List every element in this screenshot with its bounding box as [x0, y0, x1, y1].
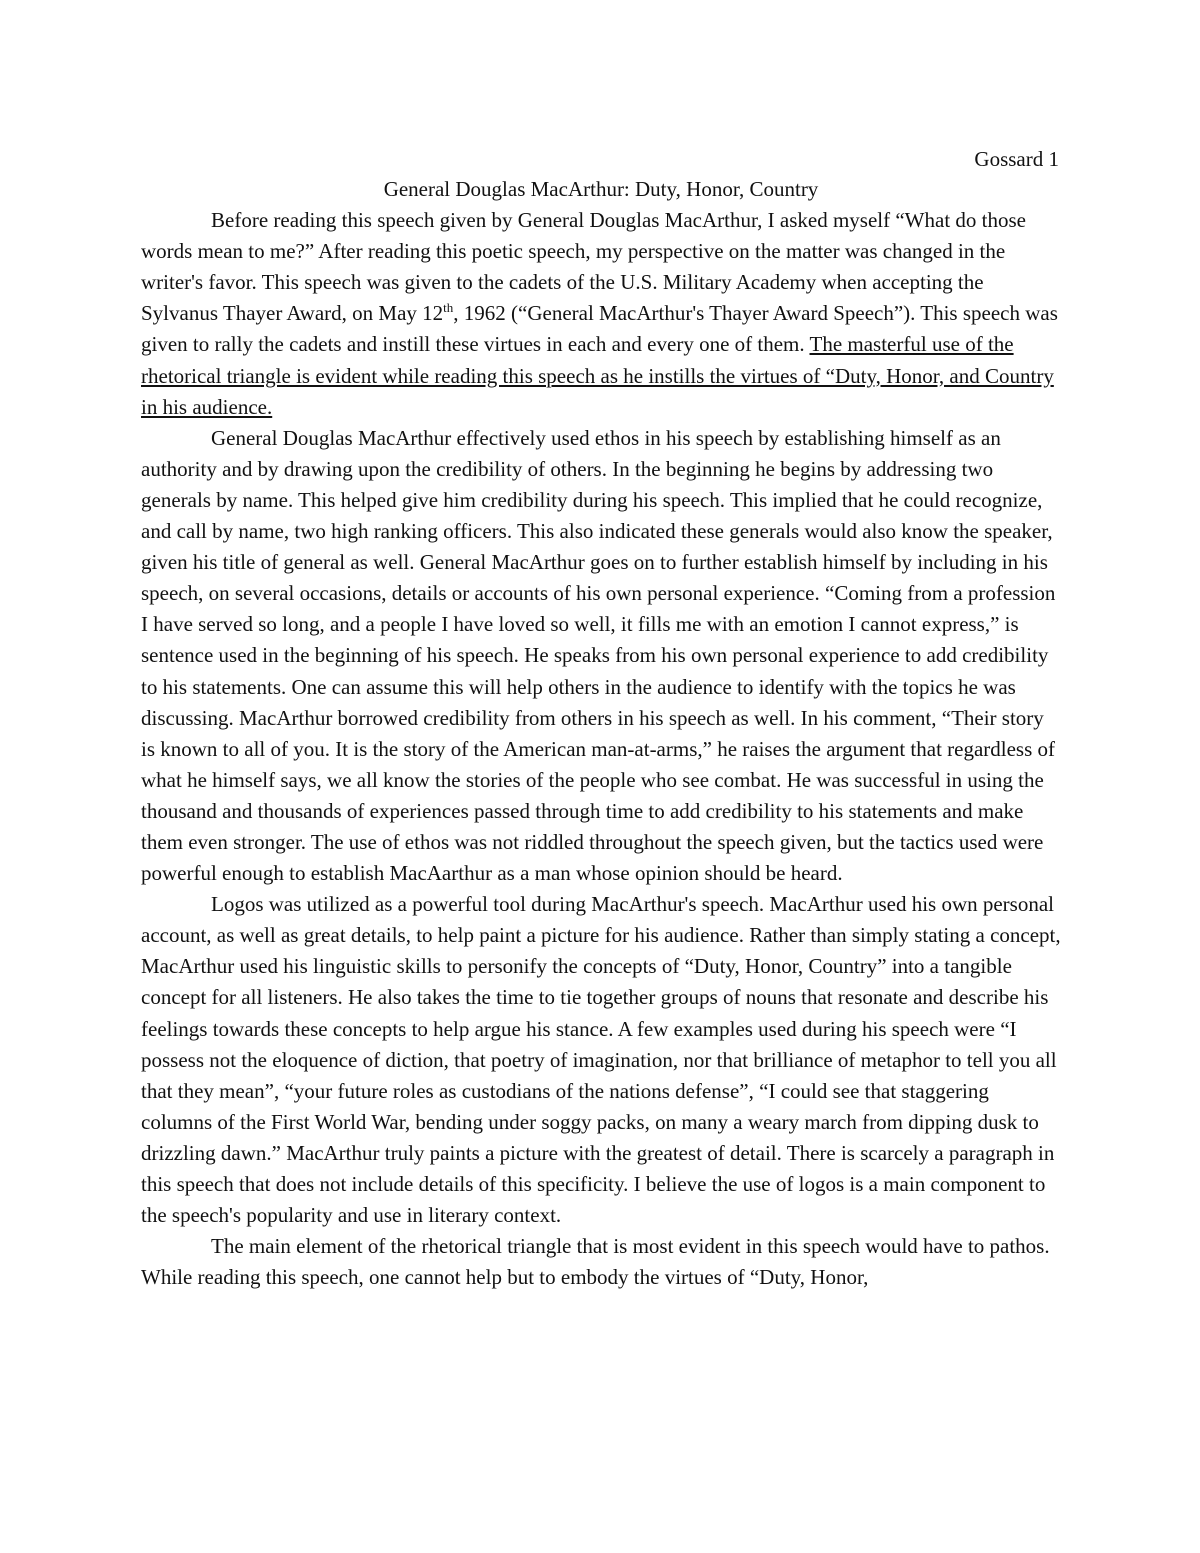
ordinal-superscript: th	[443, 300, 454, 316]
essay-title: General Douglas MacArthur: Duty, Honor, Country	[383, 177, 819, 201]
paragraph-intro-text-2: , 1962 (“General MacArthur's Thayer Award Speech”). This speech was given to rally the cadets and instill these virtues in each and every one of them.	[141, 301, 1058, 357]
running-head: Gossard 1	[974, 147, 1059, 171]
paragraph-intro-text-1: Before reading this speech given by General Douglas MacArthur, I asked myself “What do those words mean to me?” After reading this poetic speech, my perspective on the matter was changed in the writer's favor. This speech was given to the cadets of the U.S. Military Academy when accepting the Sylvanus Thayer Award, on May 12	[141, 208, 1026, 326]
thesis-statement: The masterful use of the rhetorical triangle is evident while reading this speech as he instills the virtues of “Duty, Honor, and Country in his audience.	[141, 332, 1054, 419]
paragraph-logos: Logos was utilized as a powerful tool during MacArthur's speech. MacArthur used his own personal account, as well as great details, to help paint a picture for his audience. Rather than simply stating a concept, MacArthur used his linguistic skills to personify the concepts of “Duty, Honor, Country” into a tangible concept for all listeners. He also takes the time to tie together groups of nouns that resonate and describe his feelings towards these concepts to help argue his stance. A few examples used during his speech were “I possess not the eloquence of diction, that poetry of imagination, nor that brilliance of metaphor to tell you all that they mean”, “your future roles as custodians of the nations defense”, “I could see that staggering columns of the First World War, bending under soggy packs, on many a weary march from dipping dusk to drizzling dawn.” MacArthur truly paints a picture with the greatest of detail. There is scarcely a paragraph in this speech that does not include details of this specificity. I believe the use of logos is a main component to the speech's popularity and use in literary context.	[141, 892, 1061, 1228]
paragraph-intro	[141, 205, 1061, 423]
essay-body	[141, 174, 1061, 1293]
paragraph-ethos: General Douglas MacArthur effectively used ethos in his speech by establishing himself as an authority and by drawing upon the credibility of others. In the beginning he begins by addressing two generals by name. This helped give him credibility during his speech. This implied that he could recognize, and call by name, two high ranking officers. This also indicated these generals would also know the speaker, given his title of general as well. General MacArthur goes on to further establish himself by including in his speech, on several occasions, details or accounts of his own personal experience. “Coming from a profession I have served so long, and a people I have loved so well, it fills me with an emotion I cannot express,” is sentence used in the beginning of his speech. He speaks from his own personal experience to add credibility to his statements. One can assume this will help others in the audience to identify with the topics he was discussing. MacArthur borrowed credibility from others in his speech as well. In his comment, “Their story is known to all of you. It is the story of the American man-at-arms,” he raises the argument that regardless of what he himself says, we all know the stories of the people who see combat. He was successful in using the thousand and thousands of experiences passed through time to add credibility to his statements and make them even stronger. The use of ethos was not riddled throughout the speech given, but the tactics used were powerful enough to establish MacAarthur as a man whose opinion should be heard.	[141, 425, 1056, 886]
paragraph-pathos: The main element of the rhetorical triangle that is most evident in this speech would have to pathos. While reading this speech, one cannot help but to embody the virtues of “Duty, Honor,	[141, 1234, 1050, 1290]
